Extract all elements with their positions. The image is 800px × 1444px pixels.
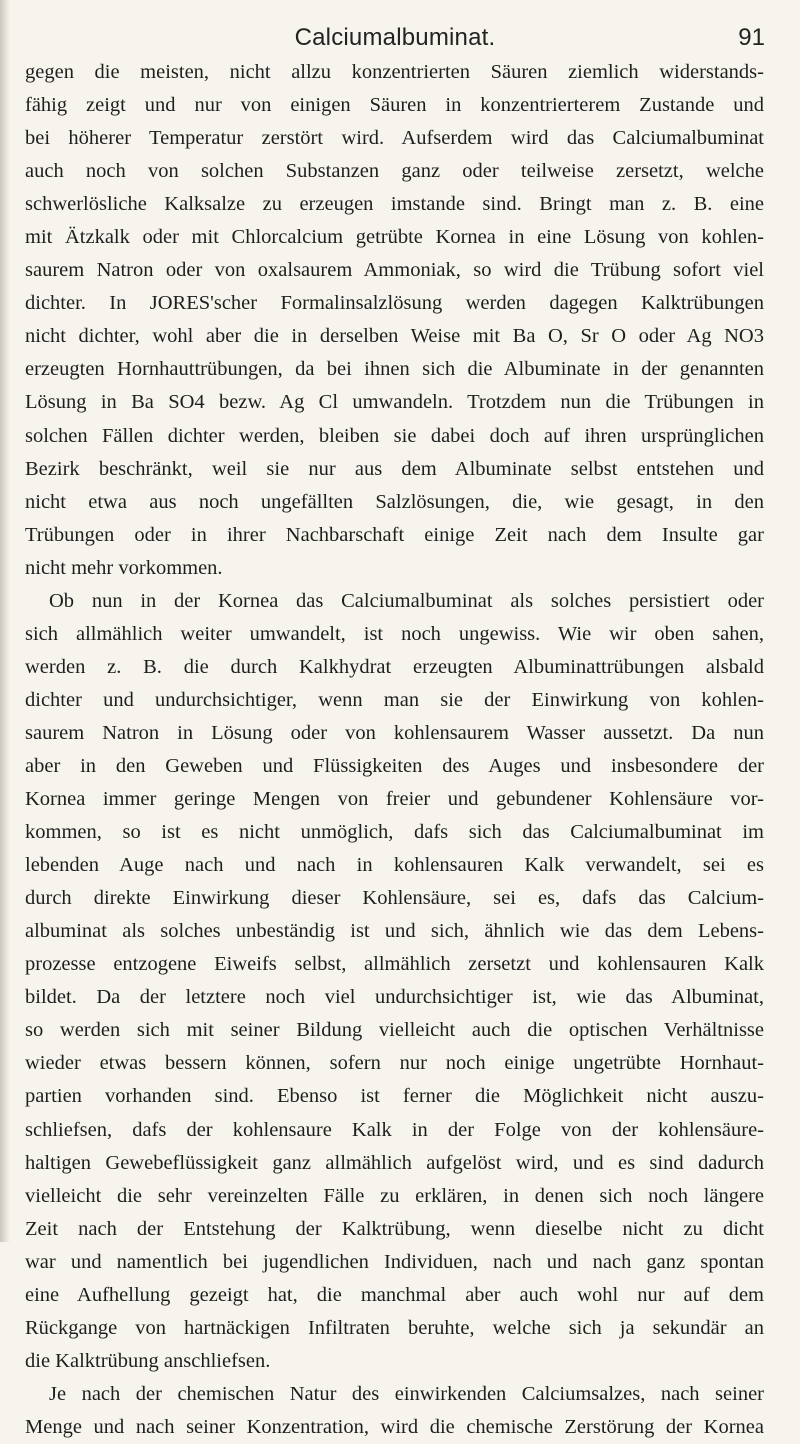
paragraph-first-line: Ob nun in der Kornea das Calciumalbuminat als solches persistiert oder: [49, 589, 764, 612]
text-line: auch noch von solchen Substanzen ganz oder teilweise zersetzt, welche: [25, 160, 764, 183]
text-line: erzeugten Hornhauttrübungen, da bei ihnen sich die Albuminate in der genannten: [25, 358, 764, 381]
text-line: nicht dichter, wohl aber die in derselben Weise mit Ba O, Sr O oder Ag NO3: [25, 325, 764, 348]
text-line: dichter. In JORES'scher Formalinsalzlösung werden dagegen Kalktrübungen: [25, 292, 764, 315]
text-line: Kornea immer geringe Mengen von freier und gebundener Kohlensäure vor-: [25, 788, 764, 811]
text-line: Lösung in Ba SO4 bezw. Ag Cl umwandeln. Trotzdem nun die Trübungen in: [25, 391, 764, 414]
page-edge-shadow: [0, 0, 10, 1242]
text-line: solchen Fällen dichter werden, bleiben sie dabei doch auf ihren ursprünglichen: [25, 424, 764, 447]
text-line: nicht etwa aus noch ungefällten Salzlösungen, die, wie gesagt, in den: [25, 490, 764, 513]
running-head: [25, 24, 765, 58]
text-line: albuminat als solches unbeständig ist und sich, ähnlich wie das dem Lebens-: [25, 920, 764, 943]
text-line: nicht mehr vorkommen.: [25, 556, 223, 579]
text-line: aber in den Geweben und Flüssigkeiten des Auges und insbesondere der: [25, 754, 764, 777]
text-line: fähig zeigt und nur von einigen Säuren in konzentrierterem Zustande und: [25, 94, 764, 117]
paragraph-first-line: Je nach der chemischen Natur des einwirkenden Calciumsalzes, nach seiner: [49, 1382, 764, 1405]
text-line: Trübungen oder in ihrer Nachbarschaft einige Zeit nach dem Insulte gar: [25, 523, 764, 546]
body-text: [25, 56, 764, 1444]
text-line: so werden sich mit seiner Bildung vielleicht auch die optischen Verhältnisse: [25, 1019, 764, 1042]
text-line: bildet. Da der letztere noch viel undurchsichtiger ist, wie das Albuminat,: [25, 986, 764, 1009]
text-line: schwerlösliche Kalksalze zu erzeugen imstande sind. Bringt man z. B. eine: [25, 193, 764, 216]
text-line: haltigen Gewebeflüssigkeit ganz allmählich aufgelöst wird, und es sind dadurch: [25, 1151, 764, 1174]
text-line: wieder etwas bessern können, sofern nur noch einige ungetrübte Hornhaut-: [25, 1052, 764, 1075]
text-line: prozesse entzogene Eiweifs selbst, allmählich zersetzt und kohlensauren Kalk: [25, 953, 764, 976]
text-line: werden z. B. die durch Kalkhydrat erzeugten Albuminattrübungen alsbald: [25, 655, 764, 678]
text-line: bei höherer Temperatur zerstört wird. Aufserdem wird das Calciumalbuminat: [25, 127, 764, 150]
text-line: dichter und undurchsichtiger, wenn man sie der Einwirkung von kohlen-: [25, 688, 764, 711]
page-number: 91: [738, 24, 765, 51]
text-line: Bezirk beschränkt, weil sie nur aus dem Albuminate selbst entstehen und: [25, 457, 764, 480]
text-line: kommen, so ist es nicht unmöglich, dafs sich das Calciumalbuminat im: [25, 821, 764, 844]
text-line: die Kalktrübung anschliefsen.: [25, 1349, 271, 1372]
text-line: Zeit nach der Entstehung der Kalktrübung, wenn dieselbe nicht zu dicht: [25, 1217, 764, 1240]
text-line: partien vorhanden sind. Ebenso ist ferner die Möglichkeit nicht auszu-: [25, 1085, 764, 1108]
text-line: saurem Natron oder von oxalsaurem Ammoniak, so wird die Trübung sofort viel: [25, 259, 764, 282]
text-line: lebenden Auge nach und nach in kohlensauren Kalk verwandelt, sei es: [25, 854, 764, 877]
text-line: mit Ätzkalk oder mit Chlorcalcium getrübte Kornea in eine Lösung von kohlen-: [25, 226, 764, 249]
text-line: war und namentlich bei jugendlichen Individuen, nach und nach ganz spontan: [25, 1250, 764, 1273]
text-line: schliefsen, dafs der kohlensaure Kalk in der Folge von der kohlensäure-: [25, 1118, 764, 1141]
text-line: eine Aufhellung gezeigt hat, die manchmal aber auch wohl nur auf dem: [25, 1283, 764, 1306]
text-line: Rückgange von hartnäckigen Infiltraten beruhte, welche sich ja sekundär an: [25, 1316, 764, 1339]
text-line: Menge und nach seiner Konzentration, wird die chemische Zerstörung der Kornea: [25, 1415, 764, 1438]
text-line: gegen die meisten, nicht allzu konzentrierten Säuren ziemlich widerstands-: [25, 61, 764, 83]
running-title: Calciumalbuminat.: [294, 24, 496, 51]
text-line: vielleicht die sehr vereinzelten Fälle zu erklären, in denen sich noch längere: [25, 1184, 764, 1207]
text-line: durch direkte Einwirkung dieser Kohlensäure, sei es, dafs das Calcium-: [25, 887, 764, 910]
text-line: saurem Natron in Lösung oder von kohlensaurem Wasser aussetzt. Da nun: [25, 721, 764, 744]
text-line: sich allmählich weiter umwandelt, ist noch ungewiss. Wie wir oben sahen,: [25, 622, 764, 645]
